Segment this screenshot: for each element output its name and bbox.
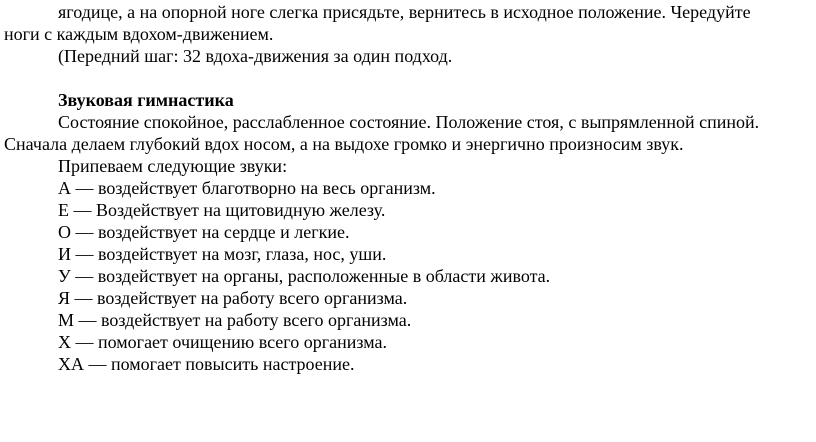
sound-item: И — воздействует на мозг, глаза, нос, уши. xyxy=(58,244,387,264)
sounds-lead: Припеваем следующие звуки: xyxy=(58,156,288,176)
intro-line-3: (Передний шаг: 32 вдоха-движения за один подход. xyxy=(58,46,453,66)
sound-item: Я — воздействует на работу всего организма. xyxy=(58,288,408,308)
sound-item: У — воздействует на органы, расположенные в области живота. xyxy=(58,266,551,286)
sound-item: А — воздействует благотворно на весь организм. xyxy=(58,178,436,198)
section-heading: Звуковая гимнастика xyxy=(58,90,234,110)
intro-line-1: ягодице, а на опорной ноге слегка присядьте, вернитесь в исходное положение. Чередуйте xyxy=(58,2,751,22)
paragraph-line-2: Сначала делаем глубокий вдох носом, а на выдохе громко и энергично произносим звук. xyxy=(4,134,684,154)
sound-item: Е — Воздействует на щитовидную железу. xyxy=(58,200,386,220)
paragraph-line-1: Состояние спокойное, расслабленное состояние. Положение стоя, с выпрямленной спиной. xyxy=(58,112,760,132)
intro-line-2: ноги с каждым вдохом-движением. xyxy=(4,24,274,44)
sound-item: ХА — помогает повысить настроение. xyxy=(58,354,355,374)
sound-item: Х — помогает очищению всего организма. xyxy=(58,332,387,352)
sound-item: О — воздействует на сердце и легкие. xyxy=(58,222,350,242)
sound-item: М — воздействует на работу всего организма. xyxy=(58,310,412,330)
